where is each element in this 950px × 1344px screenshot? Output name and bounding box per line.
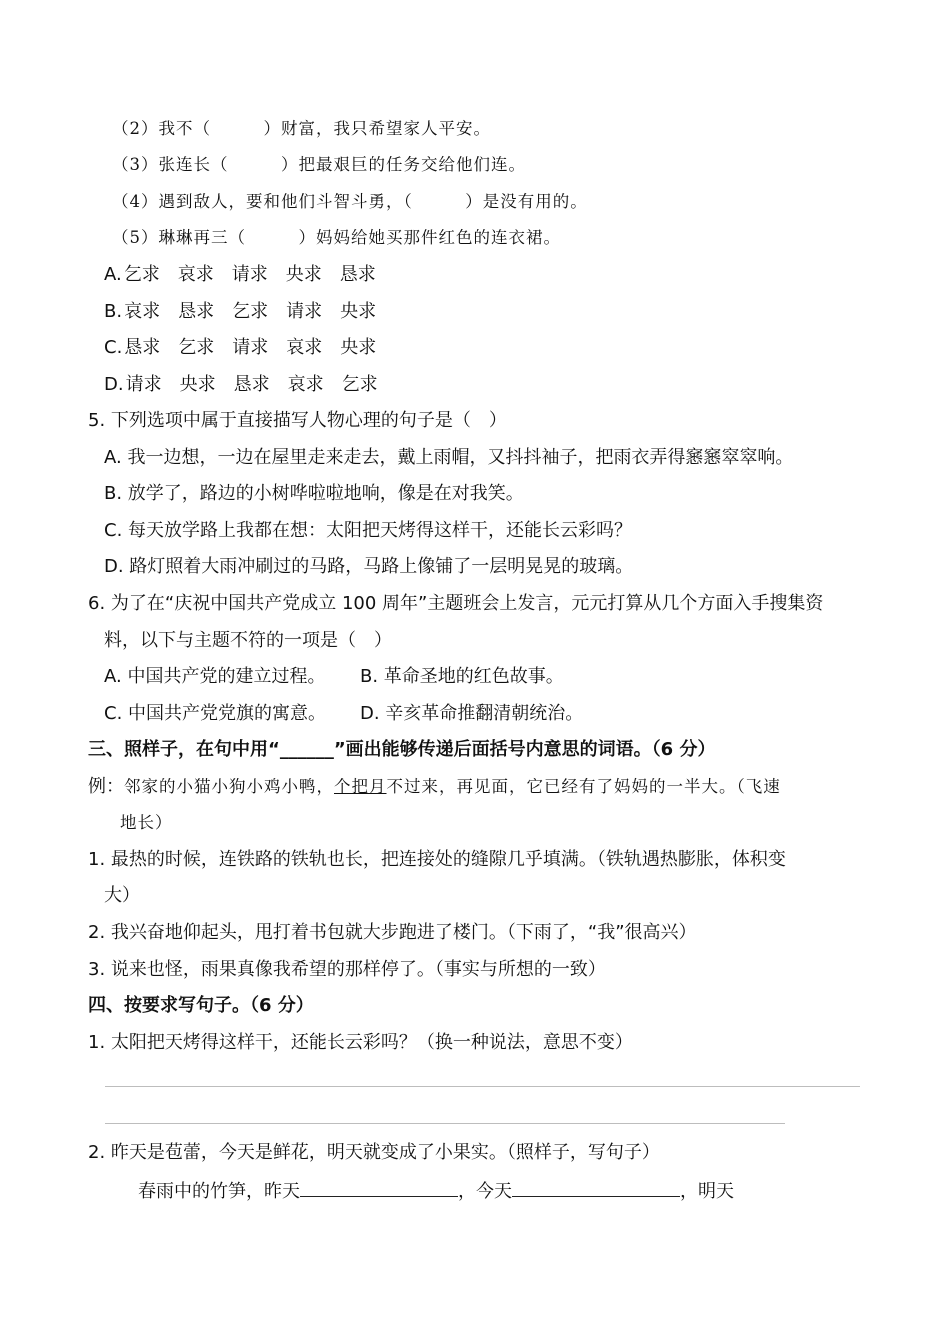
fill-blank-yesterday[interactable] [300, 1178, 458, 1197]
section3-example [88, 775, 781, 799]
option-letter: C. [104, 337, 123, 358]
answer-line-1[interactable] [105, 1086, 860, 1087]
option-word: 央求 [179, 374, 216, 395]
option-word: 哀求 [124, 301, 161, 322]
option-word: 乞求 [232, 301, 269, 322]
q4-item-2: （2）我不（ ）财富，我只希望家人平安。 [112, 119, 491, 138]
option-word: 央求 [285, 264, 322, 285]
option-word: 恳求 [124, 337, 161, 358]
q5-option-b[interactable]: B. 放学了，路边的小树哗啦啦地响，像是在对我笑。 [104, 483, 524, 504]
q4-option-a[interactable] [104, 263, 394, 287]
q5-stem: 5. 下列选项中属于直接描写人物心理的句子是（ ） [88, 410, 507, 431]
option-word: 请求 [125, 374, 162, 395]
option-letter: D. [104, 374, 124, 395]
option-word: 央求 [340, 301, 377, 322]
q4-option-b[interactable] [104, 300, 394, 324]
q5-option-d[interactable]: D. 路灯照着大雨冲刷过的马路，马路上像铺了一层明晃晃的玻璃。 [104, 556, 634, 577]
q6-stem-line1: 6. 为了在“庆祝中国共产党成立 100 周年”主题班会上发言，元元打算从几个方面入手搜集资 [88, 593, 824, 614]
option-word: 请求 [231, 264, 268, 285]
q5-option-c[interactable]: C. 每天放学路上我都在想：太阳把天烤得这样干，还能长云彩吗？ [104, 520, 633, 541]
fill-prefix: 春雨中的竹笋，昨天 [138, 1181, 300, 1202]
option-word: 乞求 [123, 264, 160, 285]
section3-q2: 2. 我兴奋地仰起头，甩打着书包就大步跑进了楼门。（下雨了，“我”很高兴） [88, 922, 697, 943]
q4-item-5: （5）琳琳再三（ ）妈妈给她买那件红色的连衣裙。 [112, 228, 561, 247]
option-word: 哀求 [177, 264, 214, 285]
q6-option-b[interactable]: B. 革命圣地的红色故事。 [360, 666, 564, 687]
example-text-after: 不过来，再见面，它已经有了妈妈的一半大。（飞速 [386, 777, 781, 796]
fill-blank-today[interactable] [512, 1178, 680, 1197]
option-word: 请求 [286, 301, 323, 322]
example-text-before: 邻家的小猫小狗小鸡小鸭， [124, 777, 334, 796]
answer-line-2[interactable] [105, 1123, 785, 1124]
q4-option-d[interactable] [104, 373, 396, 397]
option-word: 恳求 [178, 301, 215, 322]
option-letter: A. [104, 264, 122, 285]
section4-q1: 1. 太阳把天烤得这样干，还能长云彩吗？（换一种说法，意思不变） [88, 1032, 633, 1053]
section3-example-line2: 地长） [120, 813, 173, 832]
option-word: 哀求 [287, 374, 324, 395]
example-underlined-word: 个把月 [334, 777, 387, 796]
section4-q2-fill [138, 1178, 734, 1204]
q6-option-c[interactable]: C. 中国共产党党旗的寓意。 [104, 703, 327, 724]
q6-option-d[interactable]: D. 辛亥革命推翻清朝统治。 [360, 703, 584, 724]
q6-stem-line2: 料，以下与主题不符的一项是（ ） [104, 630, 392, 651]
option-word: 乞求 [341, 374, 378, 395]
q4-item-4: （4）遇到敌人，要和他们斗智斗勇，（ ）是没有用的。 [112, 192, 588, 211]
section4-title: 四、按要求写句子。（6 分） [88, 995, 314, 1016]
option-word: 哀求 [286, 337, 323, 358]
q6-option-a[interactable]: A. 中国共产党的建立过程。 [104, 666, 326, 687]
option-word: 恳求 [233, 374, 270, 395]
q4-item-3: （3）张连长（ ）把最艰巨的任务交给他们连。 [112, 155, 526, 174]
option-word: 乞求 [178, 337, 215, 358]
option-word: 请求 [232, 337, 269, 358]
section4-q2: 2. 昨天是苞蕾，今天是鲜花，明天就变成了小果实。（照样子，写句子） [88, 1142, 660, 1163]
fill-end: ，明天 [680, 1181, 734, 1202]
q4-option-c[interactable] [104, 336, 394, 360]
option-word: 央求 [340, 337, 377, 358]
option-word: 恳求 [339, 264, 376, 285]
section3-q1-line1: 1. 最热的时候，连铁路的铁轨也长，把连接处的缝隙几乎填满。（铁轨遇热膨胀，体积变 [88, 849, 786, 870]
section3-q3: 3. 说来也怪，雨果真像我希望的那样停了。（事实与所想的一致） [88, 959, 606, 980]
q5-option-a[interactable]: A. 我一边想，一边在屋里走来走去，戴上雨帽，又抖抖袖子，把雨衣弄得窸窸窣窣响。 [104, 447, 794, 468]
section3-q1-line2: 大） [104, 885, 140, 906]
section3-title: 三、照样子，在句中用“______”画出能够传递后面括号内意思的词语。（6 分） [88, 739, 716, 760]
example-label: 例： [88, 776, 124, 797]
fill-mid: ，今天 [458, 1181, 512, 1202]
option-letter: B. [104, 301, 123, 322]
